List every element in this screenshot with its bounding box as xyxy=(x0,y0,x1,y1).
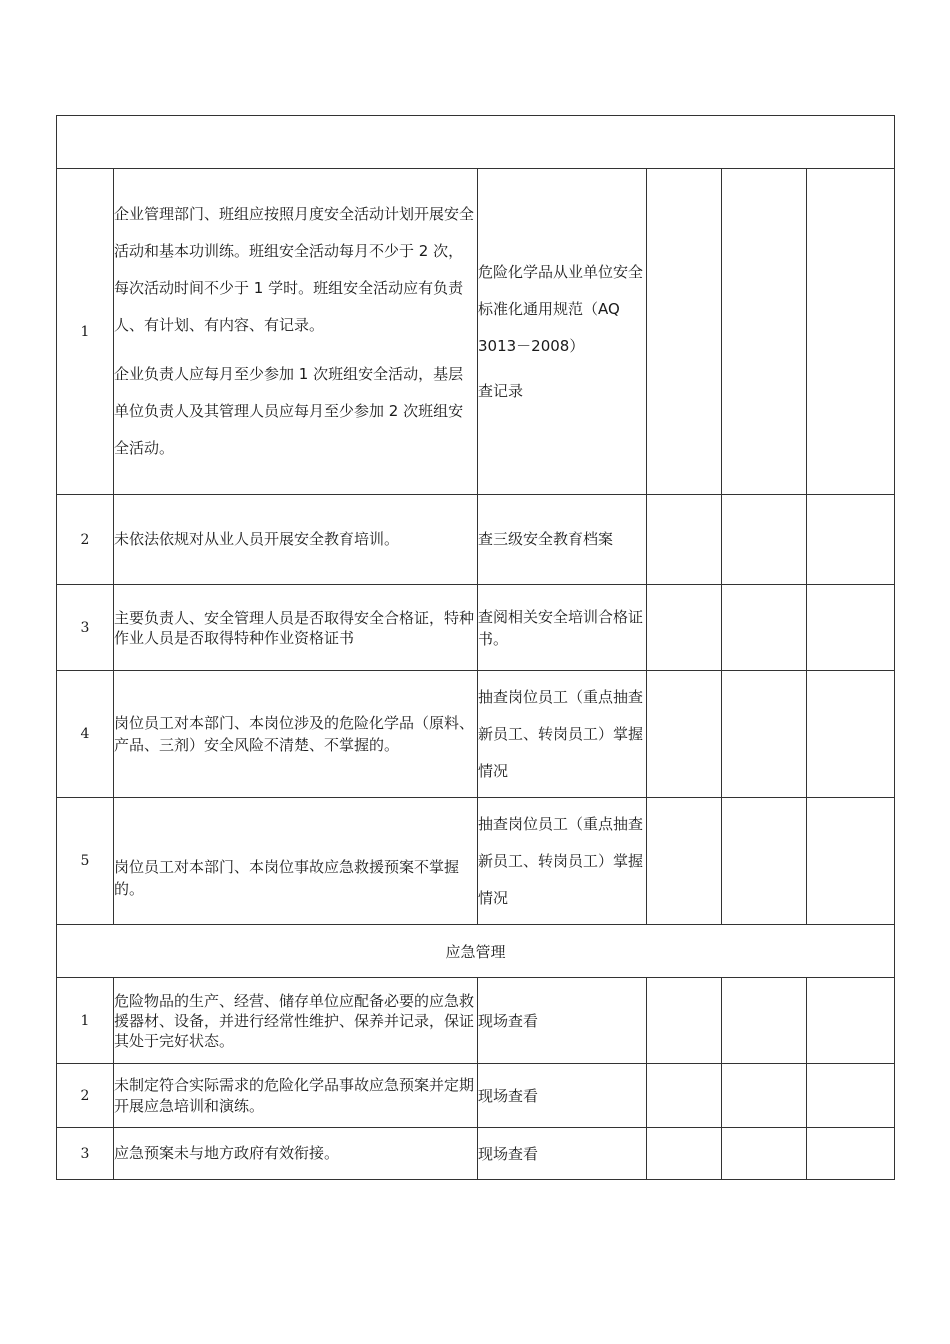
content-paragraph: 未制定符合实际需求的危险化学品事故应急预案并定期开展应急培训和演练。 xyxy=(114,1075,475,1115)
check-content xyxy=(114,978,478,1064)
table-row xyxy=(57,1064,895,1128)
section-title: 应急管理 xyxy=(57,925,895,978)
check-method xyxy=(478,1064,647,1128)
result-cell xyxy=(807,495,895,585)
result-cell xyxy=(647,798,722,925)
method-paragraph: 查三级安全教育档案 xyxy=(478,530,614,548)
row-number: 1 xyxy=(57,978,114,1064)
method-paragraph: 查阅相关安全培训合格证书。 xyxy=(478,607,644,648)
result-cell xyxy=(722,978,807,1064)
content-paragraph: 应急预案未与地方政府有效衔接。 xyxy=(114,1144,340,1162)
row-number: 5 xyxy=(57,798,114,925)
content-paragraph: 岗位员工对本部门、本岗位涉及的危险化学品（原料、产品、三剂）安全风险不清楚、不掌握的。 xyxy=(114,714,475,754)
result-cell xyxy=(647,495,722,585)
check-method xyxy=(478,585,647,671)
check-content xyxy=(114,671,478,798)
result-cell xyxy=(722,1064,807,1128)
inspection-table xyxy=(56,115,895,1180)
result-cell xyxy=(647,1064,722,1128)
result-cell xyxy=(647,585,722,671)
check-content xyxy=(114,495,478,585)
check-content xyxy=(114,169,478,495)
method-paragraph: 危险化学品从业单位安全标准化通用规范（AQ 3013－2008） xyxy=(478,262,644,355)
result-cell xyxy=(807,1064,895,1128)
result-cell xyxy=(647,1128,722,1180)
table-row xyxy=(57,798,895,925)
check-method xyxy=(478,978,647,1064)
table-row xyxy=(57,495,895,585)
result-cell xyxy=(722,169,807,495)
section-row xyxy=(57,925,895,978)
result-cell xyxy=(722,798,807,925)
content-paragraph: 企业负责人应每月至少参加 1 次班组安全活动，基层单位负责人及其管理人员应每月至少参加 2 次班组安全活动。 xyxy=(114,365,464,457)
table-header-row xyxy=(57,116,895,169)
check-method xyxy=(478,798,647,925)
method-paragraph: 现场查看 xyxy=(478,1012,539,1030)
row-number: 3 xyxy=(57,585,114,671)
method-paragraph: 抽查岗位员工（重点抽查新员工、转岗员工）掌握情况 xyxy=(478,814,644,907)
result-cell xyxy=(807,671,895,798)
content-paragraph: 危险物品的生产、经营、储存单位应配备必要的应急救援器材、设备，并进行经常性维护、保养并记录，保证其处于完好状态。 xyxy=(114,991,475,1050)
row-number: 3 xyxy=(57,1128,114,1180)
row-number: 2 xyxy=(57,495,114,585)
check-content xyxy=(114,798,478,925)
result-cell xyxy=(807,978,895,1064)
check-content xyxy=(114,1128,478,1180)
method-paragraph: 查记录 xyxy=(478,381,524,400)
result-cell xyxy=(722,585,807,671)
result-cell xyxy=(722,495,807,585)
table-row xyxy=(57,169,895,495)
content-paragraph: 岗位员工对本部门、本岗位事故应急救援预案不掌握的。 xyxy=(114,858,460,898)
row-number: 4 xyxy=(57,671,114,798)
method-paragraph: 现场查看 xyxy=(478,1087,539,1105)
result-cell xyxy=(722,671,807,798)
result-cell xyxy=(807,1128,895,1180)
check-method xyxy=(478,495,647,585)
content-paragraph: 主要负责人、安全管理人员是否取得安全合格证，特种作业人员是否取得特种作业资格证书 xyxy=(114,608,475,647)
check-content xyxy=(114,1064,478,1128)
check-method xyxy=(478,671,647,798)
content-paragraph: 未依法依规对从业人员开展安全教育培训。 xyxy=(114,530,400,549)
row-number: 2 xyxy=(57,1064,114,1128)
result-cell xyxy=(647,169,722,495)
result-cell xyxy=(647,978,722,1064)
result-cell xyxy=(807,585,895,671)
check-method xyxy=(478,1128,647,1180)
row-number: 1 xyxy=(57,169,114,495)
table-row xyxy=(57,1128,895,1180)
method-paragraph: 抽查岗位员工（重点抽查新员工、转岗员工）掌握情况 xyxy=(478,687,644,780)
result-cell xyxy=(807,798,895,925)
method-paragraph: 现场查看 xyxy=(478,1145,539,1163)
check-content xyxy=(114,585,478,671)
result-cell xyxy=(647,671,722,798)
check-method xyxy=(478,169,647,495)
table-row xyxy=(57,671,895,798)
table-row xyxy=(57,585,895,671)
table-header-cell xyxy=(57,116,895,169)
result-cell xyxy=(722,1128,807,1180)
result-cell xyxy=(807,169,895,495)
content-paragraph: 企业管理部门、班组应按照月度安全活动计划开展安全活动和基本功训练。班组安全活动每月不少于 2 次，每次活动时间不少于 1 学时。班组安全活动应有负责人、有计划、有内容、有记录。 xyxy=(114,205,475,334)
table-row xyxy=(57,978,895,1064)
